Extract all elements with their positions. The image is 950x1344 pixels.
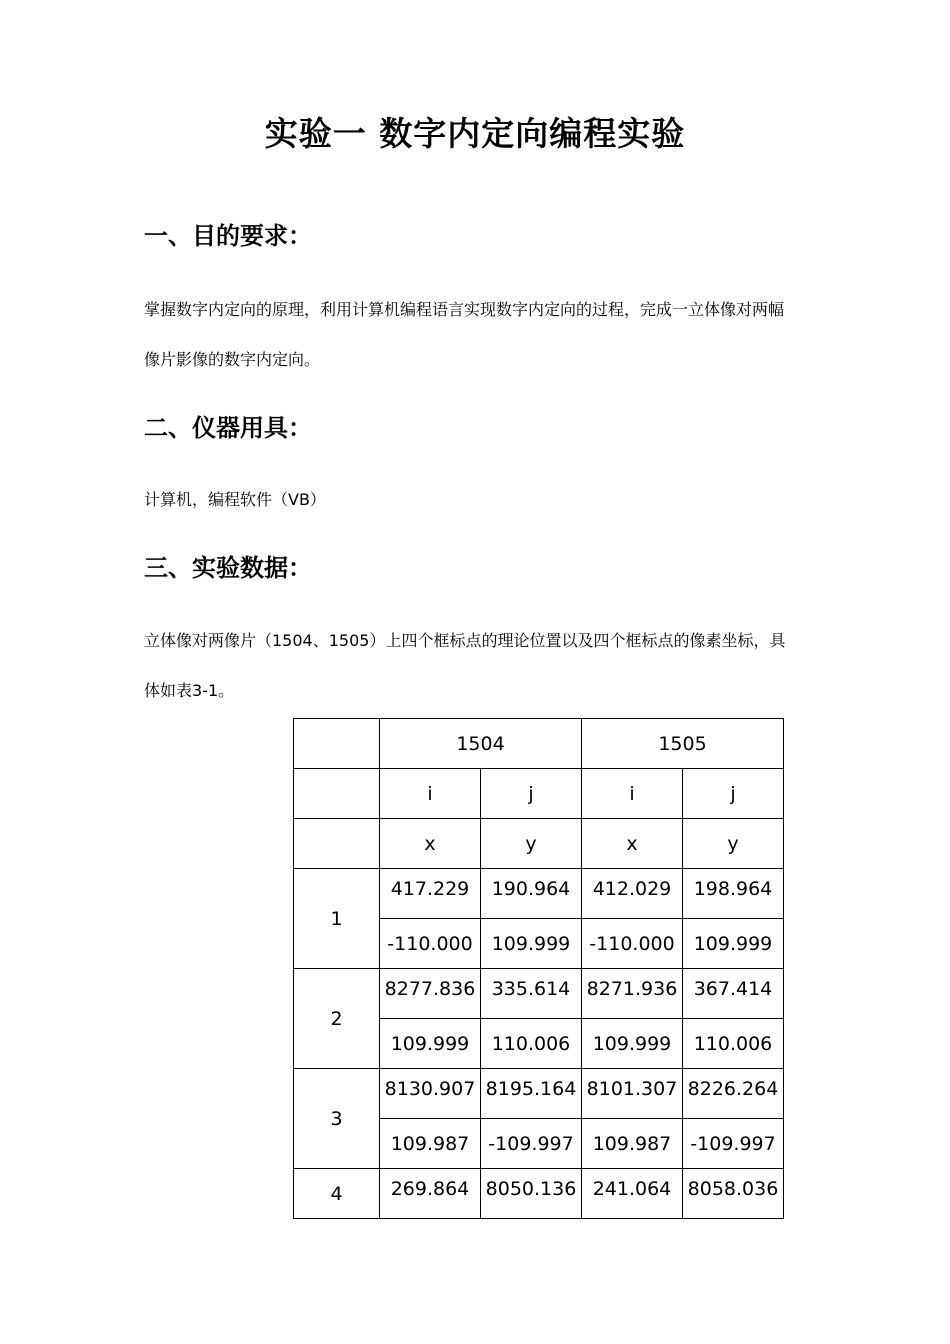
table-cell: 8271.936 <box>582 969 683 1019</box>
fiducial-table <box>293 718 784 1219</box>
table-cell: 417.229 <box>380 869 481 919</box>
table-header-row <box>294 719 784 769</box>
table-cell: 8101.307 <box>582 1069 683 1119</box>
table-cell <box>294 819 380 869</box>
table-cell: i <box>582 769 683 819</box>
table-cell: 8130.907 <box>380 1069 481 1119</box>
table-cell: 110.006 <box>481 1019 582 1069</box>
table-cell: 109.999 <box>683 919 784 969</box>
paragraph-line: 掌握数字内定向的原理，利用计算机编程语言实现数字内定向的过程，完成一立体像对两幅 <box>144 300 785 319</box>
point-id: 2 <box>294 969 380 1069</box>
header-photo-1505: 1505 <box>582 719 784 769</box>
table-cell: x <box>582 819 683 869</box>
table-cell: j <box>683 769 784 819</box>
table-cell: 8050.136 <box>481 1169 582 1219</box>
table-cell: 335.614 <box>481 969 582 1019</box>
paragraph-line: 体如表3-1。 <box>144 681 235 700</box>
table-cell: 109.999 <box>481 919 582 969</box>
table-cell <box>294 769 380 819</box>
header-photo-1504: 1504 <box>380 719 582 769</box>
section-heading-tools: 二、仪器用具： <box>144 414 312 442</box>
table-cell: -109.997 <box>683 1119 784 1169</box>
table-row <box>294 869 784 919</box>
table-cell: j <box>481 769 582 819</box>
table-cell: y <box>481 819 582 869</box>
table-cell: 8058.036 <box>683 1169 784 1219</box>
table-cell: i <box>380 769 481 819</box>
paragraph-line: 计算机，编程软件（VB） <box>144 490 326 509</box>
table-cell: 109.999 <box>380 1019 481 1069</box>
table-row <box>294 969 784 1019</box>
table-cell: -110.000 <box>582 919 683 969</box>
table-cell: x <box>380 819 481 869</box>
table-cell: 190.964 <box>481 869 582 919</box>
table-subheader-row <box>294 819 784 869</box>
table-cell <box>294 719 380 769</box>
table-cell: 109.987 <box>582 1119 683 1169</box>
table-cell: 109.987 <box>380 1119 481 1169</box>
table-cell: 110.006 <box>683 1019 784 1069</box>
table-cell: -110.000 <box>380 919 481 969</box>
table-cell: 269.864 <box>380 1169 481 1219</box>
point-id: 1 <box>294 869 380 969</box>
table-row <box>294 1069 784 1119</box>
table-cell: 412.029 <box>582 869 683 919</box>
paragraph-line: 像片影像的数字内定向。 <box>144 350 321 369</box>
point-id: 4 <box>294 1169 380 1219</box>
section-heading-purpose: 一、目的要求： <box>144 222 312 250</box>
table-cell: 8226.264 <box>683 1069 784 1119</box>
paragraph-line: 立体像对两像片（1504、1505）上四个框标点的理论位置以及四个框标点的像素坐标，具 <box>144 631 786 650</box>
table-cell: y <box>683 819 784 869</box>
point-id: 3 <box>294 1069 380 1169</box>
table-cell: -109.997 <box>481 1119 582 1169</box>
table-cell: 8277.836 <box>380 969 481 1019</box>
table-cell: 367.414 <box>683 969 784 1019</box>
table-cell: 109.999 <box>582 1019 683 1069</box>
table-subheader-row <box>294 769 784 819</box>
table-cell: 241.064 <box>582 1169 683 1219</box>
table-cell: 8195.164 <box>481 1069 582 1119</box>
page-title: 实验一 数字内定向编程实验 <box>264 114 686 153</box>
table-row <box>294 1169 784 1219</box>
table-cell: 198.964 <box>683 869 784 919</box>
section-heading-data: 三、实验数据： <box>144 554 312 582</box>
